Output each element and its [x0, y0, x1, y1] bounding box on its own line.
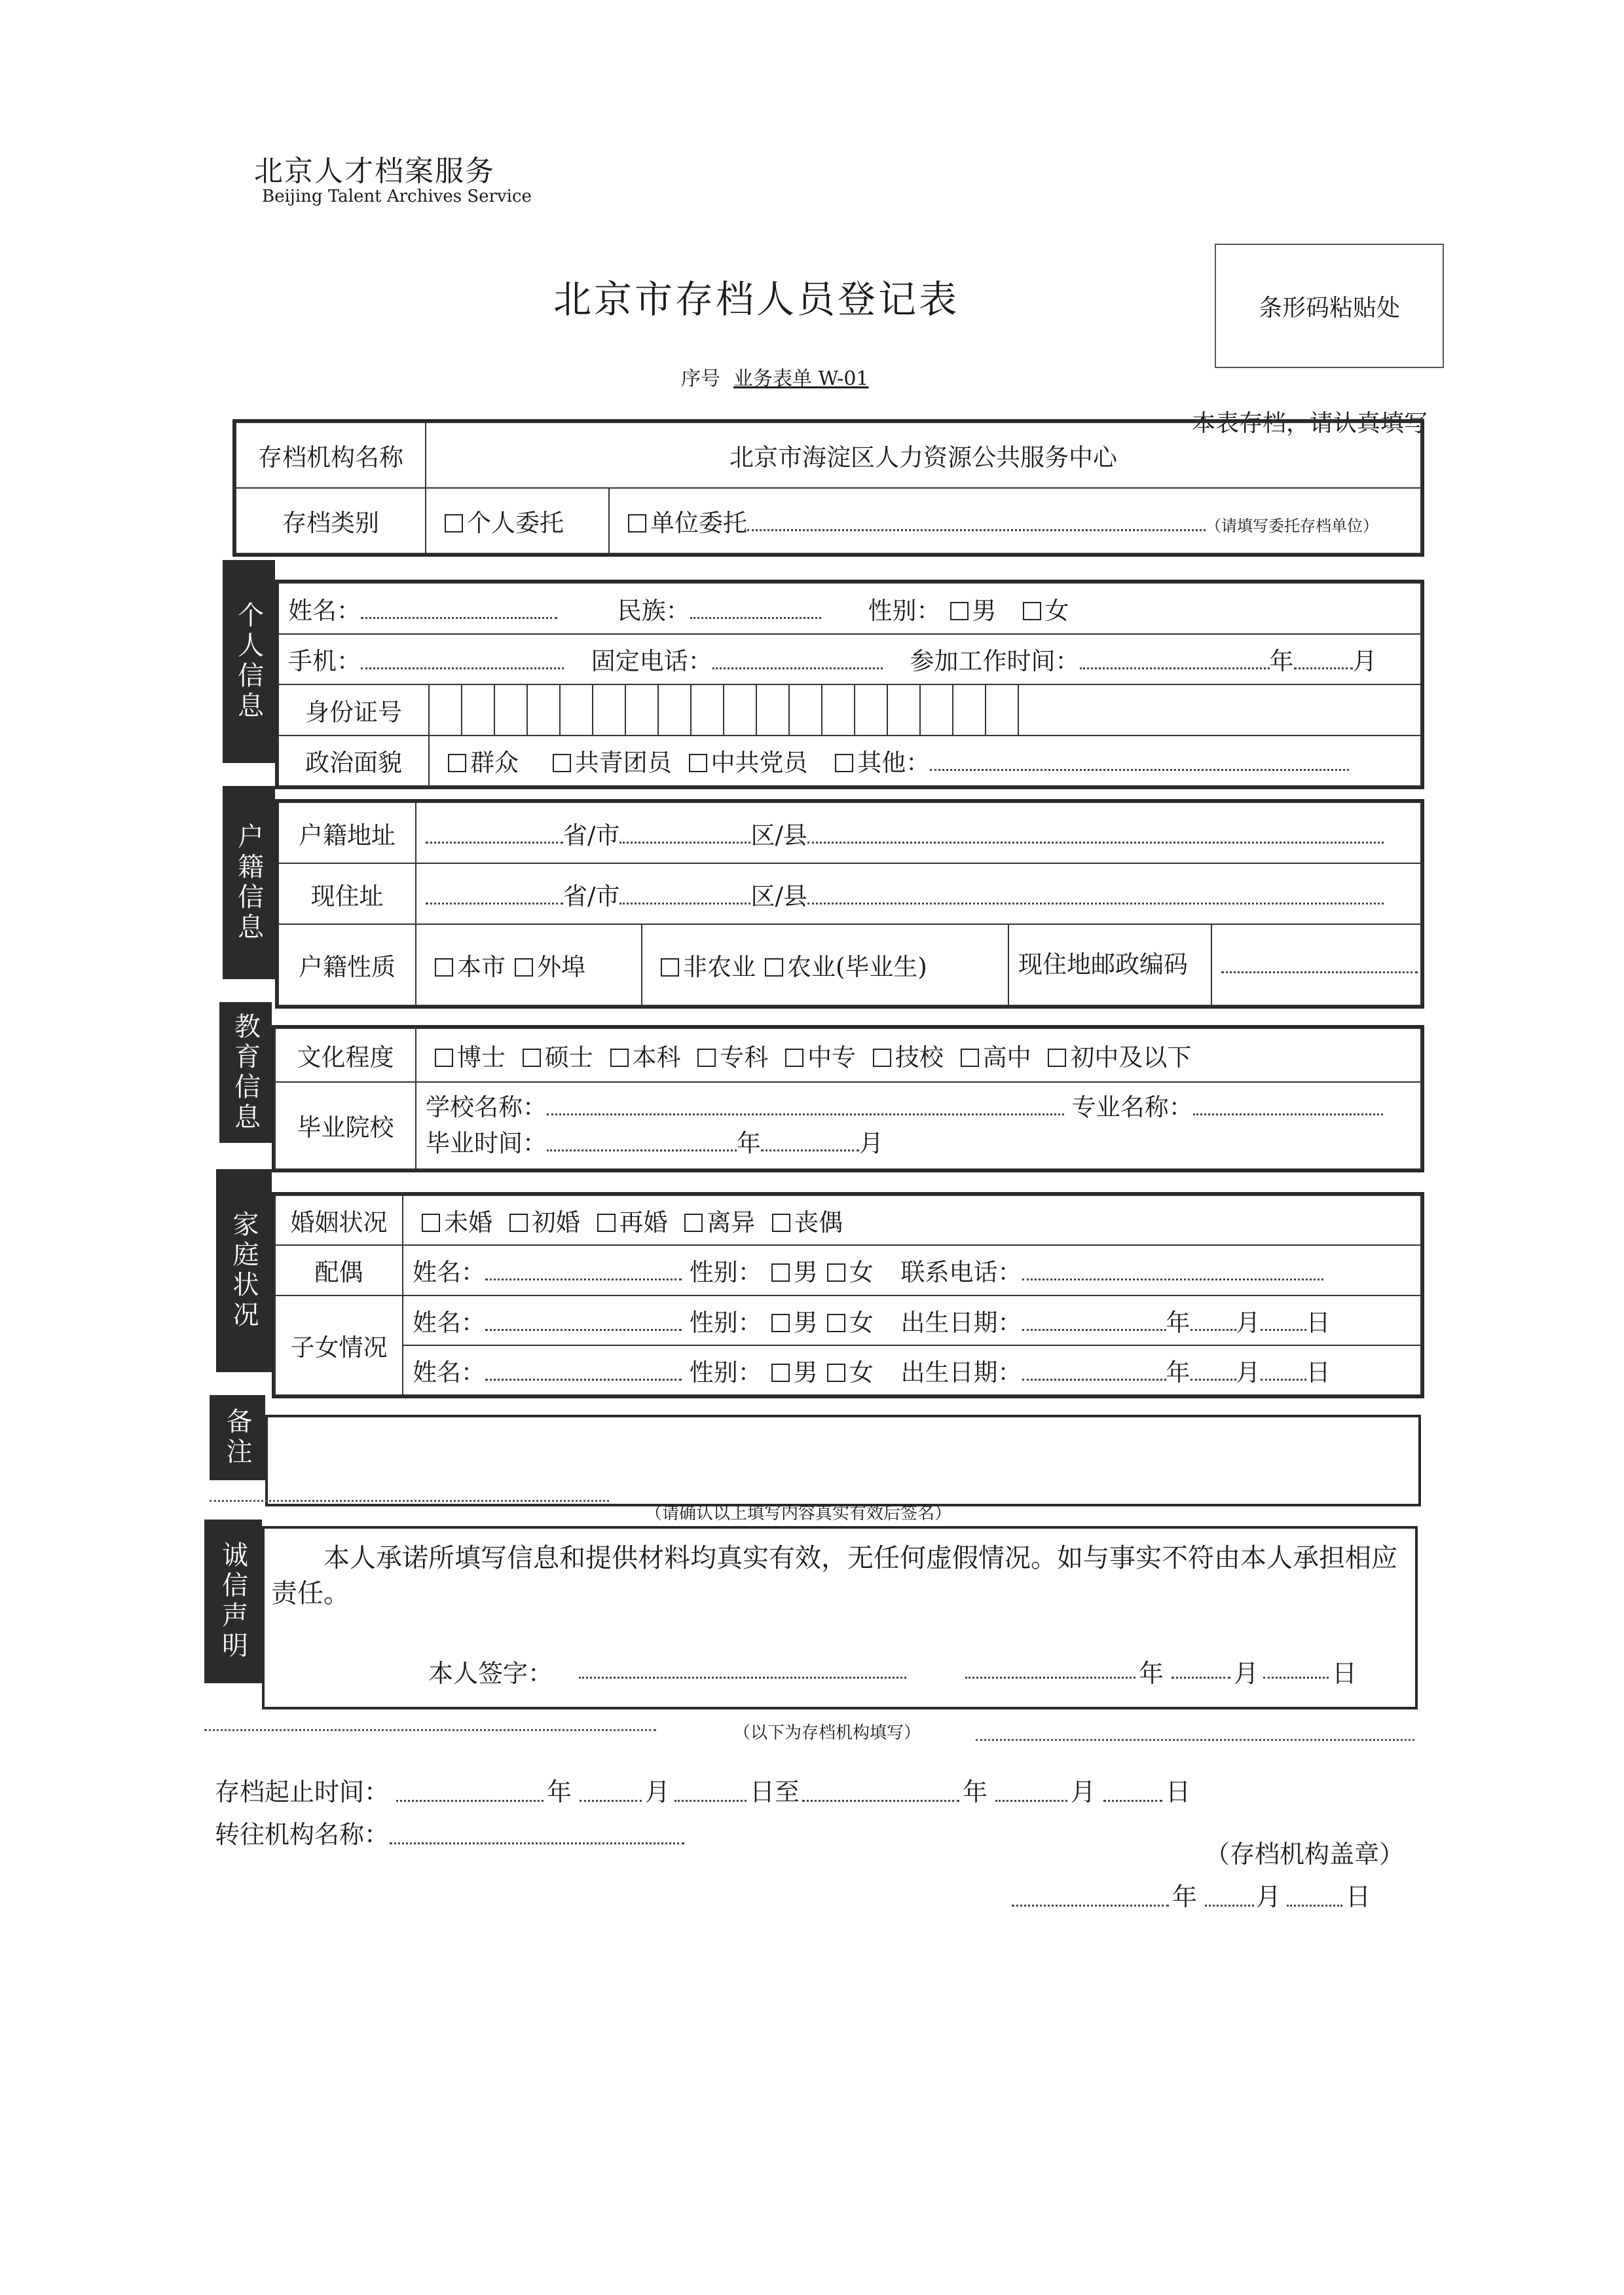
spouse-male: 男	[793, 1258, 818, 1287]
serial-number	[681, 362, 869, 391]
barcode-label: 条形码粘贴处	[1258, 294, 1400, 322]
end-year-unit: 年	[963, 1778, 988, 1806]
signature-label: 本人签字：	[428, 1659, 553, 1688]
edu-level-2-checkbox[interactable]	[610, 1049, 629, 1067]
work-month-unit: 月	[1352, 647, 1377, 676]
agri-option: 农业(毕业生)	[787, 953, 927, 981]
end-month-unit: 月	[1071, 1778, 1096, 1806]
child2-name-field[interactable]	[485, 1359, 682, 1381]
reg-district-field[interactable]	[619, 822, 750, 844]
nonlocal-checkbox[interactable]	[515, 958, 533, 977]
work-year-field[interactable]	[1080, 648, 1270, 669]
unit-checkbox[interactable]	[628, 514, 646, 532]
spouse-female-checkbox[interactable]	[827, 1263, 845, 1282]
grad-month-unit: 月	[859, 1129, 883, 1158]
end-day-field[interactable]	[1103, 1780, 1162, 1802]
seal-day-field[interactable]	[1287, 1885, 1342, 1907]
cur-detail-field[interactable]	[807, 883, 1384, 905]
pol-3: 中共党员	[710, 749, 808, 777]
org-name-label: 存档机构名称	[236, 422, 426, 488]
marital-3-checkbox[interactable]	[684, 1214, 703, 1232]
grad-time-label: 毕业时间：	[426, 1129, 547, 1158]
footer-divider-left	[204, 1729, 656, 1731]
edu-level-4-checkbox[interactable]	[785, 1049, 803, 1067]
child2-birth-label: 出生日期：	[900, 1358, 1022, 1387]
spouse-male-checkbox[interactable]	[771, 1263, 790, 1282]
child1-female: 女	[849, 1308, 874, 1337]
transfer-label: 转往机构名称：	[215, 1820, 390, 1849]
edu-level-3: 专科	[720, 1043, 769, 1072]
personal-option: 个人委托	[467, 509, 564, 537]
start-day-unit: 日至	[750, 1778, 800, 1806]
mobile-field[interactable]	[361, 648, 564, 669]
id-label: 身份证号	[278, 684, 429, 736]
serial-value: 业务表单 W-01	[733, 367, 869, 390]
pol-2-checkbox[interactable]	[553, 754, 571, 772]
nonlocal-option: 外埠	[537, 953, 585, 981]
edu-level-3-checkbox[interactable]	[697, 1049, 716, 1067]
local-checkbox[interactable]	[435, 958, 453, 977]
start-year-unit: 年	[547, 1778, 572, 1806]
male-checkbox[interactable]	[950, 602, 969, 620]
fill-notice: 本表存档，请认真填写	[1191, 410, 1428, 437]
unit-name-field[interactable]	[747, 510, 1206, 531]
personal-checkbox[interactable]	[445, 514, 463, 532]
child1-birth-day-field[interactable]	[1261, 1309, 1306, 1331]
sign-day-field[interactable]	[1263, 1657, 1329, 1679]
child1-gender-label: 性别：	[689, 1308, 762, 1337]
nonagri-checkbox[interactable]	[661, 958, 679, 977]
marital-4: 丧偶	[794, 1208, 843, 1237]
spouse-contact-field[interactable]	[1022, 1259, 1323, 1280]
cur-district-field[interactable]	[619, 883, 750, 905]
major-label: 专业名称：	[1071, 1092, 1193, 1121]
child1-male-checkbox[interactable]	[771, 1314, 790, 1332]
edu-level-4: 中专	[807, 1043, 857, 1072]
ethnic-field[interactable]	[690, 597, 821, 619]
child1-male: 男	[793, 1308, 818, 1337]
child2-female-checkbox[interactable]	[827, 1364, 845, 1382]
name-field[interactable]	[361, 597, 557, 619]
edu-level-7: 初中及以下	[1070, 1043, 1192, 1072]
ethnic-label: 民族：	[617, 596, 690, 625]
seal-day-unit: 日	[1346, 1882, 1371, 1911]
reg-type-label: 户籍性质	[278, 924, 416, 1005]
female-checkbox[interactable]	[1023, 602, 1041, 620]
integrity-side-label: 诚信声明	[204, 1520, 262, 1683]
agri-checkbox[interactable]	[765, 958, 783, 977]
child2-gender-label: 性别：	[689, 1358, 762, 1387]
transfer-field[interactable]	[390, 1823, 684, 1844]
child1-day-unit: 日	[1306, 1308, 1331, 1337]
reg-province-unit: 省/市	[563, 821, 620, 849]
pol-1: 群众	[470, 749, 519, 777]
spouse-female: 女	[849, 1258, 874, 1287]
remarks-underline	[210, 1500, 609, 1502]
work-start-label: 参加工作时间：	[910, 647, 1080, 676]
edu-level-5: 技校	[895, 1043, 944, 1072]
name-label: 姓名：	[288, 596, 361, 625]
child2-day-unit: 日	[1306, 1358, 1331, 1387]
major-field[interactable]	[1193, 1094, 1383, 1115]
grad-year-field[interactable]	[547, 1130, 737, 1151]
start-month-unit: 月	[645, 1778, 671, 1806]
child2-male: 男	[793, 1358, 818, 1387]
remarks-box[interactable]	[265, 1415, 1421, 1506]
cur-province-field[interactable]	[426, 883, 563, 905]
id-number-cells[interactable]	[430, 685, 1420, 735]
pol-1-checkbox[interactable]	[448, 754, 466, 772]
child1-name-label: 姓名：	[413, 1308, 485, 1337]
pol-4-checkbox[interactable]	[835, 754, 853, 772]
spouse-label: 配偶	[275, 1245, 403, 1295]
child1-month-unit: 月	[1236, 1308, 1261, 1337]
spouse-gender-label: 性别：	[689, 1258, 762, 1287]
child2-birth-day-field[interactable]	[1261, 1359, 1306, 1381]
sign-month-field[interactable]	[1172, 1657, 1230, 1679]
phone-label: 固定电话：	[591, 647, 712, 676]
edu-level-7-checkbox[interactable]	[1048, 1049, 1066, 1067]
marital-1: 初婚	[531, 1208, 580, 1237]
edu-level-6: 高中	[982, 1043, 1031, 1072]
postcode-field[interactable]	[1221, 952, 1418, 973]
school-label: 毕业院校	[275, 1082, 416, 1169]
edu-level-5-checkbox[interactable]	[873, 1049, 891, 1067]
remarks-side-label: 备注	[210, 1395, 265, 1480]
cur-province-unit: 省/市	[563, 882, 620, 910]
org-logo-chinese: 北京人才档案服务	[254, 155, 495, 188]
family-side-label: 家庭状况	[216, 1169, 272, 1372]
end-year-field[interactable]	[802, 1780, 959, 1802]
sign-year-field[interactable]	[965, 1657, 1135, 1679]
child2-name-label: 姓名：	[413, 1358, 485, 1387]
household-side-label: 户籍信息	[223, 786, 275, 979]
pol-2: 共青团员	[574, 749, 672, 777]
marital-0: 未婚	[444, 1208, 492, 1237]
child2-month-unit: 月	[1236, 1358, 1261, 1387]
edu-level-0: 博士	[457, 1043, 506, 1072]
postcode-label: 现住地邮政编码	[1008, 924, 1211, 1005]
seal-label: （存档机构盖章）	[1205, 1840, 1405, 1869]
child2-birth-month-field[interactable]	[1190, 1359, 1236, 1381]
spouse-name-label: 姓名：	[413, 1258, 485, 1287]
education-side-label: 教育信息	[219, 1002, 272, 1143]
child2-year-unit: 年	[1166, 1358, 1190, 1387]
education-section	[272, 1025, 1424, 1172]
child1-female-checkbox[interactable]	[827, 1314, 845, 1332]
personal-side-label: 个人信息	[223, 560, 275, 763]
institution-hint: （以下为存档机构填写）	[733, 1723, 921, 1743]
marital-2-checkbox[interactable]	[597, 1214, 616, 1232]
signature-field[interactable]	[579, 1657, 906, 1679]
child1-birth-month-field[interactable]	[1190, 1309, 1236, 1331]
children-label: 子女情况	[275, 1296, 403, 1396]
barcode-area	[1215, 244, 1444, 368]
child2-male-checkbox[interactable]	[771, 1364, 790, 1382]
reg-detail-field[interactable]	[807, 822, 1384, 844]
start-day-field[interactable]	[674, 1780, 747, 1802]
reg-addr-label: 户籍地址	[278, 802, 416, 863]
unit-option: 单位委托	[650, 509, 747, 537]
household-section	[275, 799, 1424, 1009]
male-option: 男	[972, 596, 997, 625]
edu-level-6-checkbox[interactable]	[961, 1049, 979, 1067]
spouse-contact-label: 联系电话：	[900, 1258, 1022, 1287]
seal-year-unit: 年	[1172, 1882, 1198, 1911]
edu-level-2: 本科	[632, 1043, 681, 1072]
confirm-hint: （请确认以上填写内容真实有效后签名）	[645, 1504, 952, 1523]
personal-section	[275, 580, 1424, 789]
category-label: 存档类别	[236, 488, 426, 553]
footer-divider-right	[976, 1739, 1414, 1741]
edu-level-label: 文化程度	[275, 1028, 416, 1082]
reg-district-unit: 区/县	[750, 821, 807, 849]
marital-2: 再婚	[619, 1208, 668, 1237]
edu-level-1: 硕士	[544, 1043, 593, 1072]
pol-4: 其他：	[857, 749, 931, 777]
seal-month-unit: 月	[1256, 1882, 1282, 1911]
page-title: 北京市存档人员登记表	[553, 277, 959, 322]
spouse-name-field[interactable]	[485, 1259, 682, 1280]
cur-district-unit: 区/县	[750, 882, 807, 910]
end-month-field[interactable]	[995, 1780, 1067, 1802]
org-logo-english: Beijing Talent Archives Service	[262, 187, 532, 206]
nonagri-option: 非农业	[683, 953, 756, 981]
serial-label: 序号	[681, 367, 720, 390]
child1-birth-label: 出生日期：	[900, 1308, 1022, 1337]
edu-level-1-checkbox[interactable]	[523, 1049, 541, 1067]
start-year-field[interactable]	[396, 1780, 544, 1802]
work-month-field[interactable]	[1294, 648, 1353, 669]
child1-birth-year-field[interactable]	[1022, 1309, 1166, 1331]
integrity-section	[262, 1526, 1418, 1709]
marital-label: 婚姻状况	[275, 1195, 403, 1245]
pol-other-field[interactable]	[930, 749, 1349, 771]
sign-year-unit: 年	[1139, 1659, 1164, 1688]
unit-hint: （请填写委托存档单位）	[1206, 517, 1378, 535]
period-label: 存档起止时间：	[215, 1778, 390, 1806]
grad-month-field[interactable]	[761, 1130, 859, 1151]
marital-4-checkbox[interactable]	[772, 1214, 790, 1232]
mobile-label: 手机：	[288, 647, 361, 676]
local-option: 本市	[457, 953, 506, 981]
end-day-unit: 日	[1166, 1778, 1191, 1806]
child1-name-field[interactable]	[485, 1309, 682, 1331]
sign-day-unit: 日	[1332, 1659, 1357, 1688]
sign-month-unit: 月	[1234, 1659, 1259, 1688]
seal-month-field[interactable]	[1205, 1885, 1254, 1907]
org-section	[232, 419, 1424, 557]
child2-female: 女	[849, 1358, 874, 1387]
work-year-unit: 年	[1269, 647, 1294, 676]
marital-3: 离异	[707, 1208, 756, 1237]
reg-province-field[interactable]	[426, 822, 563, 844]
marital-0-checkbox[interactable]	[422, 1214, 440, 1232]
marital-1-checkbox[interactable]	[509, 1214, 528, 1232]
child2-birth-year-field[interactable]	[1022, 1359, 1166, 1381]
gender-label: 性别：	[868, 596, 941, 625]
school-name-field[interactable]	[547, 1094, 1064, 1115]
female-option: 女	[1044, 596, 1069, 625]
child1-year-unit: 年	[1166, 1308, 1190, 1337]
integrity-text: 本人承诺所填写信息和提供材料均真实有效，无任何虚假情况。如与事实不符由本人承担相应责任。	[271, 1543, 1397, 1609]
grad-year-unit: 年	[737, 1129, 761, 1158]
org-name-value[interactable]: 北京市海淀区人力资源公共服务中心	[426, 422, 1421, 488]
political-label: 政治面貌	[278, 736, 429, 787]
pol-3-checkbox[interactable]	[689, 754, 707, 772]
seal-year-field[interactable]	[1012, 1885, 1169, 1907]
family-section	[272, 1192, 1424, 1398]
school-name-label: 学校名称：	[426, 1092, 547, 1121]
start-month-field[interactable]	[580, 1780, 642, 1802]
cur-addr-label: 现住址	[278, 863, 416, 924]
edu-level-0-checkbox[interactable]	[435, 1049, 453, 1067]
phone-field[interactable]	[712, 648, 883, 669]
